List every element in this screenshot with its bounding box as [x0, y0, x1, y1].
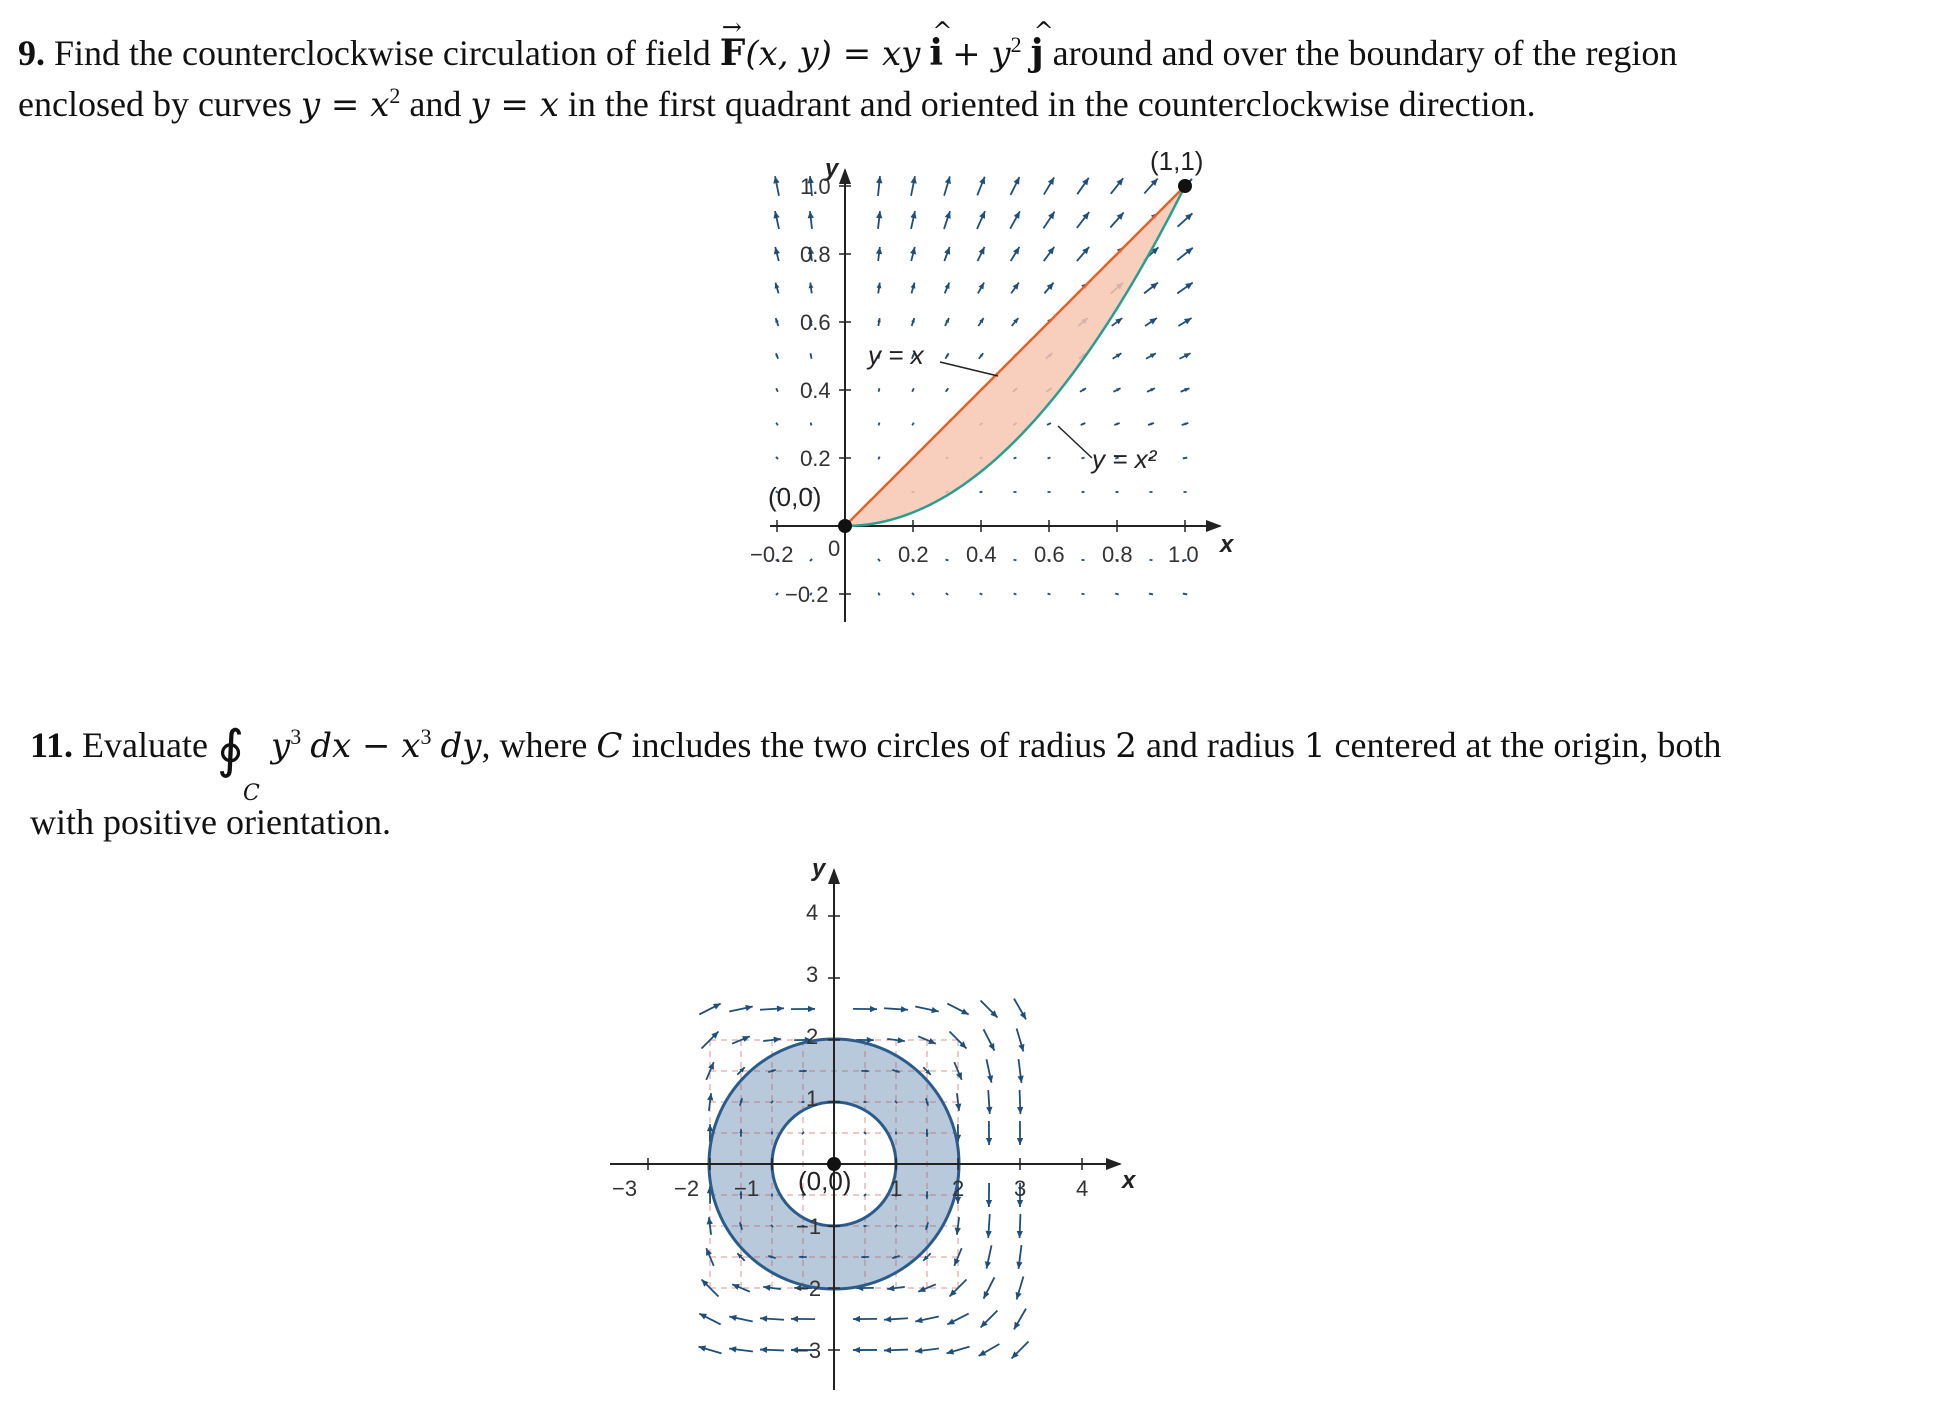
- vector-arrow: [864, 1101, 867, 1102]
- vector-arrow: [915, 1006, 938, 1013]
- vector-arrow: [1082, 559, 1085, 560]
- vector-arrow-head: [884, 1316, 891, 1322]
- vector-arrow: [884, 1316, 908, 1322]
- math-expr: y = x: [300, 85, 390, 125]
- vector-arrow: [910, 176, 916, 196]
- vector-arrow: [986, 1121, 992, 1145]
- vector-arrow: [1017, 1028, 1025, 1051]
- math-expr: 2: [1115, 726, 1137, 766]
- vector-arrow-head: [986, 1138, 992, 1145]
- vector-arrow: [1184, 491, 1187, 492]
- vector-arrow: [878, 559, 880, 561]
- vector-arrow: [946, 1347, 969, 1355]
- vector-arrow: [776, 457, 778, 459]
- vector-arrow: [774, 247, 780, 261]
- y-tick-label: 1.0: [800, 174, 831, 199]
- vector-arrow: [1081, 457, 1084, 458]
- unit-vector-i: ^ i: [929, 28, 943, 78]
- vector-arrow: [944, 176, 951, 195]
- vector-arrow: [1116, 491, 1119, 492]
- vector-arrow: [1112, 318, 1123, 326]
- x-tick-label: 0.2: [898, 542, 929, 567]
- vector-arrow-head: [1017, 1200, 1023, 1207]
- math-expr: (x, y) = xy: [745, 34, 921, 74]
- vector-arrow: [911, 283, 916, 294]
- y-tick-label: 3: [806, 962, 819, 987]
- vector-arrow: [760, 1347, 784, 1353]
- vector-arrow: [1080, 388, 1086, 392]
- vector-arrow: [877, 318, 881, 326]
- figure-problem-9: [740, 150, 1240, 635]
- vector-arrow: [1081, 593, 1084, 594]
- vector-arrow: [1016, 1276, 1024, 1299]
- vector-arrow: [1177, 248, 1193, 260]
- vector-arrow: [1044, 247, 1055, 261]
- vector-arrow: [864, 1225, 867, 1226]
- vector-arrow: [1014, 999, 1026, 1020]
- y-tick-label: 0.8: [800, 242, 831, 267]
- vector-arrow: [1014, 491, 1017, 492]
- vector-arrow: [895, 1132, 896, 1135]
- vector-arrow: [1148, 423, 1154, 426]
- exponent: 2: [389, 83, 401, 108]
- problem-11-text: [30, 720, 1930, 847]
- vector-arrow: [1115, 593, 1119, 595]
- vector-arrow: [947, 1004, 968, 1015]
- vector-arrow: [947, 1314, 968, 1325]
- vector-arrow: [802, 1132, 804, 1134]
- vector-arrow: [977, 177, 985, 196]
- vector-arrow: [1011, 177, 1020, 195]
- curve-label-pointer: [1058, 426, 1092, 458]
- vector-arrow: [1144, 179, 1157, 194]
- vector-arrow: [1181, 388, 1190, 392]
- x-tick-label: 0.6: [1034, 542, 1065, 567]
- vector-arrow: [878, 457, 879, 460]
- vector-arrow: [1081, 423, 1086, 425]
- vector-arrow: [810, 423, 811, 426]
- vector-arrow-head: [1017, 1107, 1023, 1114]
- vector-arrow-head: [777, 1006, 784, 1012]
- vector-arrow: [1016, 1245, 1022, 1269]
- vector-arrow: [1150, 559, 1153, 560]
- vector-arrow: [1043, 212, 1054, 229]
- vector-arrow: [981, 1001, 998, 1018]
- vector-arrow: [1114, 423, 1119, 425]
- unit-vector-j: ^ j: [1031, 28, 1044, 78]
- exponent: 3: [290, 724, 302, 749]
- vector-arrow: [1048, 593, 1051, 594]
- vector-arrow: [776, 353, 778, 359]
- vector-arrow-head: [945, 176, 951, 184]
- vector-arrow: [1017, 1059, 1023, 1083]
- vector-arrow: [878, 388, 880, 392]
- x-tick-label: 4: [1076, 1176, 1089, 1201]
- vector-arrow-head: [910, 176, 916, 183]
- vector-arrow: [1146, 353, 1156, 359]
- vector-arrow: [1178, 213, 1193, 226]
- vector-arrow: [912, 423, 914, 425]
- vector-arrow: [853, 1347, 877, 1353]
- vector-arrow: [773, 176, 779, 196]
- vector-arrow: [1150, 491, 1153, 492]
- vector-arrow: [910, 211, 916, 229]
- vector-arrow: [876, 176, 882, 196]
- vector-arrow: [946, 593, 948, 595]
- vector-arrow: [1177, 283, 1192, 294]
- problem-text-line: [30, 797, 1930, 847]
- vector-arrow: [1010, 211, 1020, 228]
- vector-arrow: [853, 1316, 877, 1322]
- problem-text: Find the counterclockwise circulation of field: [54, 33, 711, 73]
- y-tick-label: −1: [796, 1214, 822, 1239]
- vector-arrow: [1014, 559, 1017, 560]
- point-end: [1178, 179, 1192, 193]
- vector-arrow-head: [760, 1347, 767, 1353]
- vector-arrow: [980, 593, 983, 594]
- math-expr: C: [596, 726, 623, 766]
- math-expr: dx − x: [310, 726, 421, 766]
- x-axis-arrowhead: [1106, 1158, 1122, 1170]
- vector-arrow: [1044, 283, 1053, 294]
- vector-arrow: [809, 283, 814, 294]
- vector-arrow: [729, 1315, 752, 1322]
- y-tick-label: −0.2: [785, 582, 829, 607]
- vector-arrow-head: [944, 247, 950, 255]
- figure-9-svg: [740, 150, 1240, 630]
- vector-arrow: [912, 593, 914, 595]
- vector-arrow-head: [760, 1316, 767, 1322]
- vector-field-symbol: → F: [720, 28, 746, 78]
- vector-arrow: [791, 1316, 815, 1322]
- vector-arrow-head: [775, 318, 779, 323]
- vector-arrow: [773, 211, 779, 229]
- math-expr: y: [271, 726, 291, 766]
- y-tick-label: 1: [806, 1086, 819, 1111]
- x-tick-label: −3: [612, 1176, 638, 1201]
- math-expr: + y: [952, 34, 1011, 74]
- vector-arrow: [884, 1006, 908, 1012]
- math-expr: 1: [1303, 726, 1326, 766]
- point-end-label: (1,1): [1150, 150, 1204, 176]
- vector-arrow: [1077, 247, 1089, 261]
- vector-arrow: [884, 1347, 908, 1353]
- vector-arrow: [944, 211, 951, 229]
- vector-arrow-head: [945, 211, 951, 219]
- vector-arrow: [946, 559, 949, 560]
- vector-arrow-head: [884, 1347, 891, 1353]
- vector-arrow: [864, 1132, 866, 1134]
- vector-arrow-head: [1017, 1138, 1023, 1145]
- vector-arrow: [1017, 1121, 1023, 1145]
- vector-arrow: [878, 423, 879, 426]
- vector-arrow: [1014, 1309, 1026, 1330]
- vector-arrow: [1182, 423, 1189, 426]
- vector-arrow: [977, 211, 985, 229]
- vector-arrow: [986, 1090, 992, 1114]
- y-axis-arrowhead: [839, 168, 851, 184]
- vector-arrow: [912, 388, 914, 392]
- point-origin-label: (0,0): [768, 482, 822, 512]
- problem-text: enclosed by curves: [18, 84, 292, 124]
- vector-arrow: [1047, 423, 1051, 425]
- vector-arrow: [876, 247, 882, 261]
- vector-arrow: [944, 247, 950, 261]
- vector-arrow-head: [911, 318, 915, 323]
- vector-arrow: [775, 283, 780, 294]
- vector-arrow: [985, 1245, 992, 1268]
- problem-number: 9.: [18, 33, 45, 73]
- y-tick-label: 0.2: [800, 446, 831, 471]
- problem-text: centered at the origin, both: [1334, 725, 1722, 765]
- y-axis-arrowhead: [828, 868, 840, 884]
- vector-arrow: [984, 1277, 995, 1298]
- problem-text: with positive orientation.: [30, 802, 391, 842]
- vector-arrow: [978, 318, 983, 326]
- line-label-pointer: [940, 362, 998, 376]
- vector-arrow: [945, 283, 950, 294]
- point-origin: [838, 519, 852, 533]
- problem-text: includes the two circles of radius: [631, 725, 1107, 765]
- x-tick-label: −1: [734, 1176, 760, 1201]
- problem-text: around and over the boundary of the region: [1052, 33, 1678, 73]
- vector-arrow: [1149, 593, 1153, 595]
- vector-arrow: [978, 283, 984, 294]
- point-origin-label: (0,0): [798, 1166, 852, 1196]
- vector-arrow: [876, 211, 882, 229]
- y-tick-label: 4: [806, 900, 819, 925]
- vector-arrow: [699, 1314, 720, 1325]
- vector-arrow: [760, 1006, 784, 1012]
- x-tick-label: 0: [828, 536, 841, 561]
- x-tick-label: 1.0: [1168, 542, 1199, 567]
- vector-arrow-head: [808, 1006, 815, 1012]
- vector-arrow: [853, 1006, 877, 1012]
- vector-arrow: [1077, 212, 1089, 228]
- vector-arrow: [699, 1004, 720, 1015]
- vector-arrow: [1014, 593, 1017, 594]
- vector-arrow: [911, 318, 915, 326]
- vector-arrow: [698, 1346, 721, 1354]
- line-label: y = x: [868, 340, 924, 370]
- vector-arrow-head: [1017, 1231, 1023, 1238]
- vector-arrow: [946, 388, 949, 392]
- vector-arrow: [1145, 318, 1157, 326]
- figure-problem-11: [600, 850, 1160, 1395]
- vector-arrow-head: [698, 1346, 706, 1352]
- vector-arrow: [802, 1101, 805, 1102]
- problem-text: Evaluate: [82, 725, 208, 765]
- y-tick-label: 0.6: [800, 310, 831, 335]
- vector-arrow-head: [1082, 178, 1089, 186]
- y-axis-label: y: [825, 155, 839, 182]
- vector-arrow: [776, 593, 778, 595]
- problem-number: 11.: [30, 725, 74, 765]
- y-tick-label: −3: [796, 1338, 822, 1363]
- vector-arrow: [878, 593, 879, 596]
- vector-arrow-head: [986, 1107, 992, 1114]
- vector-arrow: [771, 1194, 772, 1197]
- contour-subscript: C: [242, 781, 260, 806]
- vector-arrow: [729, 1346, 753, 1352]
- vector-arrow: [776, 423, 778, 425]
- vector-arrow: [877, 283, 882, 294]
- vector-arrow: [984, 1029, 995, 1050]
- x-tick-label: 1: [890, 1176, 903, 1201]
- vector-arrow: [1147, 388, 1155, 392]
- vector-arrow: [1183, 593, 1187, 595]
- math-expr: dy: [440, 726, 482, 766]
- vector-arrow-head: [870, 1006, 877, 1012]
- vector-arrow: [986, 1059, 993, 1082]
- vector-arrow: [771, 1132, 772, 1135]
- vector-arrow-head: [986, 1200, 992, 1207]
- vector-arrow: [1113, 388, 1120, 392]
- vector-arrow-head: [853, 1347, 860, 1353]
- vector-arrow: [1180, 353, 1191, 359]
- curve-label: y = x²: [1092, 444, 1157, 474]
- contour-integral-sign: ∮ C: [217, 725, 244, 775]
- vector-arrow-head: [901, 1006, 908, 1012]
- vector-arrow: [864, 1194, 866, 1196]
- vector-arrow: [775, 318, 779, 326]
- vector-arrow-head: [1016, 1292, 1022, 1300]
- x-tick-label: 3: [1014, 1176, 1027, 1201]
- vector-arrow: [910, 247, 916, 261]
- vector-arrow: [776, 388, 778, 392]
- x-tick-label: −0.2: [750, 542, 794, 567]
- x-tick-label: 0.4: [966, 542, 997, 567]
- vector-arrow-head: [946, 1348, 954, 1354]
- vector-arrow: [1111, 178, 1123, 194]
- vector-arrow: [981, 1311, 998, 1328]
- vector-arrow: [977, 247, 984, 261]
- vector-arrow: [980, 491, 983, 492]
- vector-arrow: [1048, 457, 1051, 458]
- vector-arrow: [760, 1316, 784, 1322]
- vector-arrow: [1082, 491, 1085, 492]
- exponent: 3: [420, 724, 432, 749]
- vector-arrow: [1011, 283, 1019, 294]
- vector-arrow: [979, 1344, 1000, 1356]
- vector-arrow: [729, 1005, 752, 1012]
- vector-arrow: [1012, 318, 1019, 326]
- vector-arrow: [915, 1347, 939, 1353]
- vector-arrow: [915, 1316, 938, 1323]
- problem-9-text: [18, 28, 1918, 130]
- x-tick-label: 2: [952, 1176, 965, 1201]
- vector-arrow: [1183, 457, 1187, 459]
- vector-arrow-head: [986, 1231, 992, 1238]
- vector-arrow: [1014, 457, 1017, 458]
- problem-text: , where: [481, 725, 588, 765]
- x-axis-label: x: [1122, 1167, 1136, 1194]
- vector-arrow: [945, 318, 949, 326]
- problem-text: and: [409, 84, 462, 124]
- vector-field-arrows: [773, 176, 1192, 595]
- vector-arrow: [808, 211, 814, 229]
- vector-arrow: [1012, 1342, 1029, 1359]
- problem-text: in the first quadrant and oriented in the counterclockwise direction.: [567, 84, 1536, 124]
- y-axis-label: y: [812, 855, 826, 882]
- vector-arrow-head: [853, 1316, 860, 1322]
- x-axis-label: x: [1220, 531, 1234, 558]
- vector-arrow: [810, 353, 812, 359]
- y-tick-label: 0.4: [800, 378, 831, 403]
- vector-arrow: [810, 559, 812, 561]
- vector-arrow: [791, 1006, 815, 1012]
- vector-arrow: [1044, 177, 1054, 194]
- vector-arrow: [986, 1183, 992, 1207]
- y-tick-label: −2: [796, 1276, 822, 1301]
- x-tick-label: −2: [674, 1176, 700, 1201]
- exponent: 2: [1010, 32, 1022, 57]
- vector-arrow-head: [791, 1316, 798, 1322]
- vector-arrow: [979, 353, 983, 359]
- vector-arrow: [1077, 178, 1088, 194]
- vector-arrow: [1017, 1214, 1023, 1238]
- vector-arrow-head: [1018, 1044, 1024, 1052]
- vector-arrow: [1110, 213, 1123, 228]
- vector-arrow: [1178, 318, 1191, 326]
- problem-text: and radius: [1145, 725, 1295, 765]
- math-expr: y = x: [470, 85, 559, 125]
- y-tick-label: 2: [806, 1024, 819, 1049]
- vector-arrow: [986, 1214, 992, 1238]
- vector-arrow: [1144, 283, 1158, 294]
- vector-arrow-head: [1185, 283, 1193, 290]
- vector-arrow: [1017, 1090, 1023, 1114]
- vector-arrow: [1048, 491, 1051, 492]
- vector-arrow-head: [773, 176, 779, 183]
- vector-arrow: [945, 353, 948, 359]
- figure-11-svg: [600, 850, 1160, 1390]
- vector-arrow: [1113, 353, 1122, 359]
- x-tick-label: 0.8: [1102, 542, 1133, 567]
- vector-arrow: [1011, 247, 1020, 261]
